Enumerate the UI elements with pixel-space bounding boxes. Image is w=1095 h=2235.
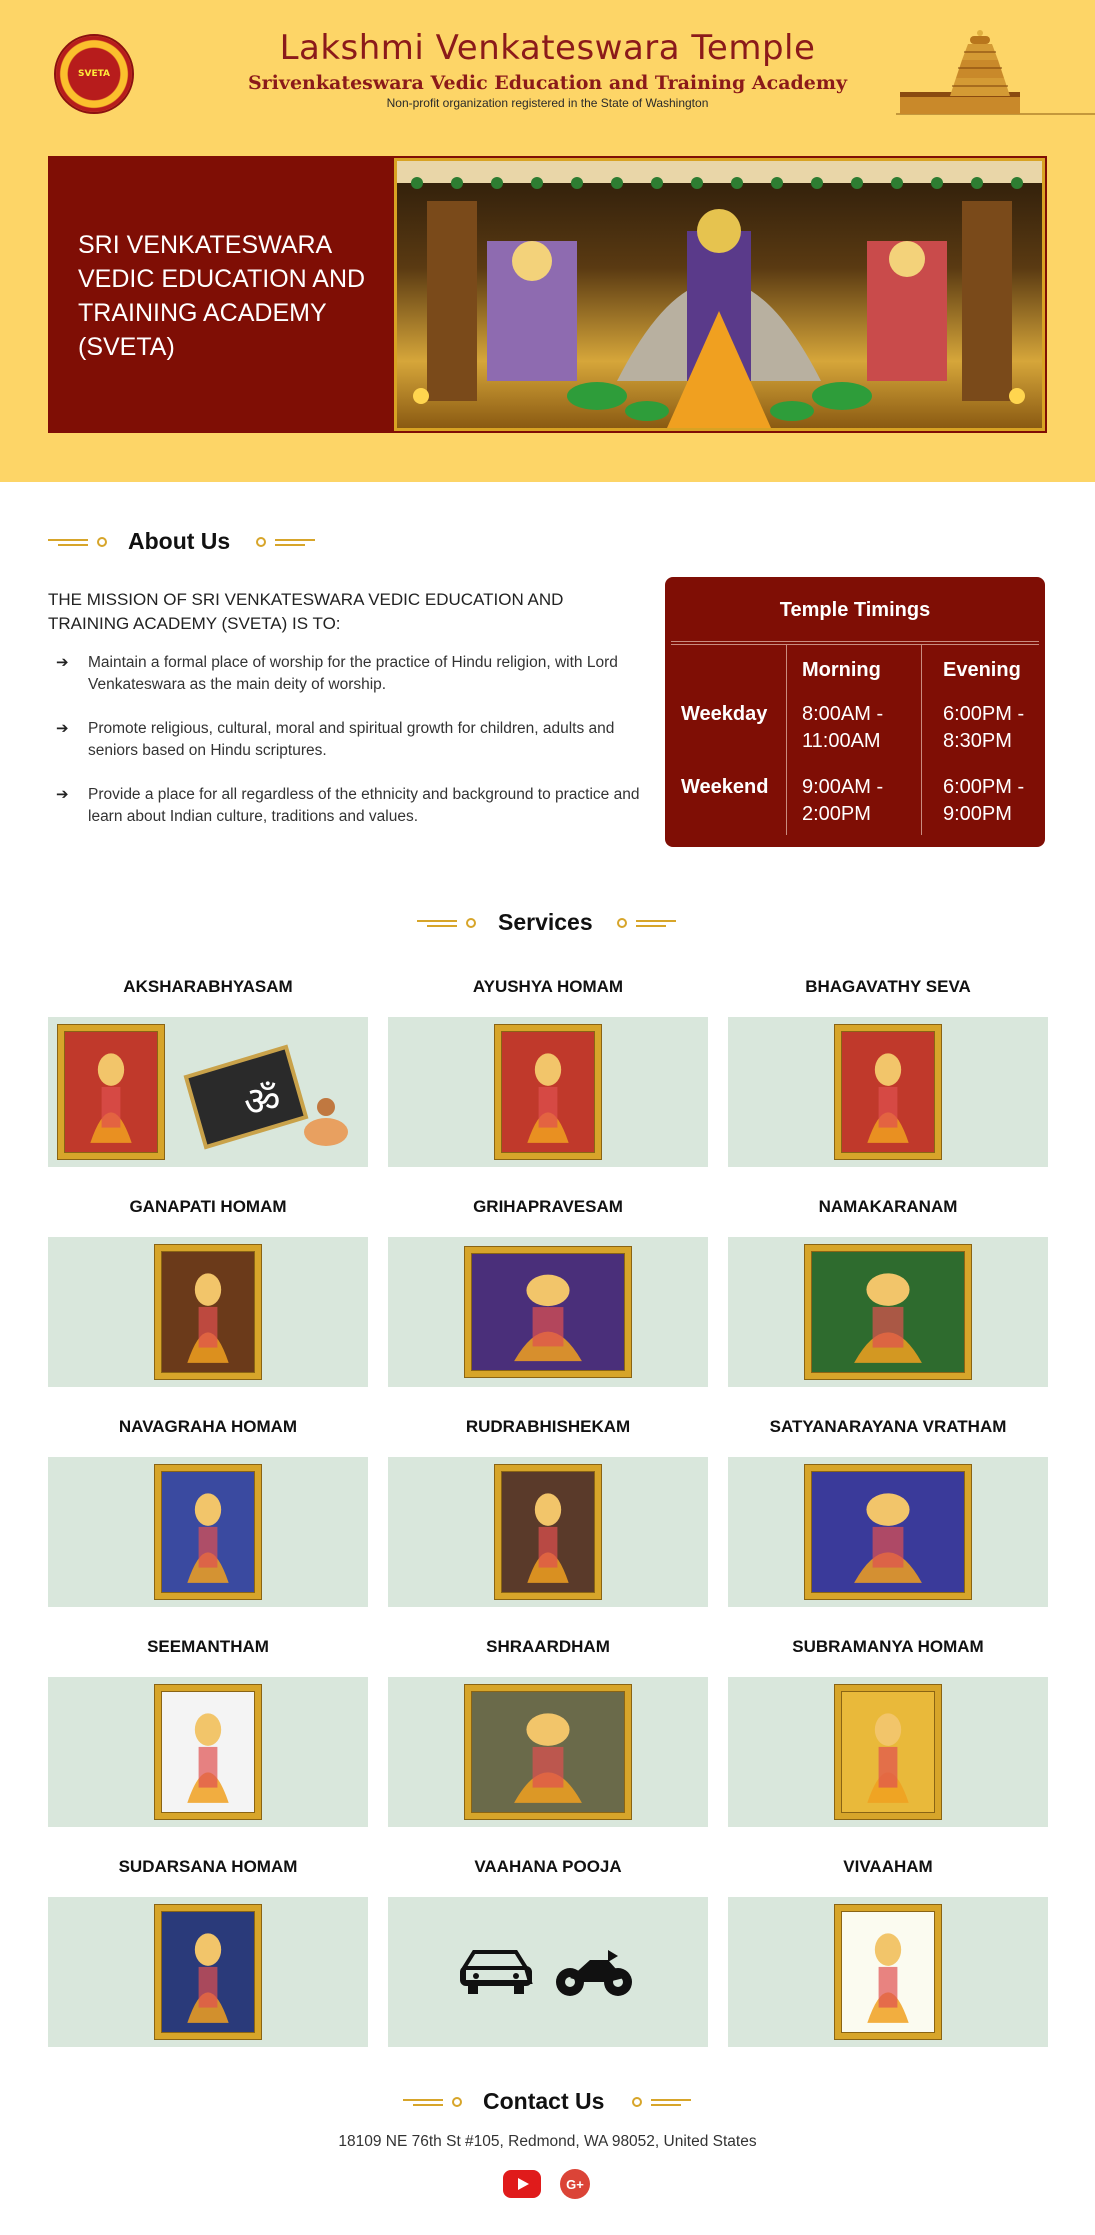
weekend-morning: 9:00AM - 2:00PM (802, 776, 884, 825)
title-ornament-right (253, 535, 315, 549)
service-name-bhagavathy-seva[interactable]: BHAGAVATHY SEVA (805, 977, 971, 996)
deity-figure (161, 1251, 255, 1373)
contact-title: Contact Us (483, 2088, 605, 2114)
deity-framed-image (835, 1905, 941, 2039)
service-name-ganapati-homam[interactable]: GANAPATI HOMAM (129, 1197, 287, 1216)
temple-gopuram-icon (896, 30, 1095, 118)
service-name-shraardham[interactable]: SHRAARDHAM (486, 1637, 610, 1656)
deity-framed-image (495, 1465, 601, 1599)
list-item (48, 784, 648, 828)
site-header (0, 0, 1095, 482)
arrow-right-icon: ➔ (56, 720, 69, 737)
service-card-vivaaham[interactable] (728, 1897, 1048, 2047)
deity-figure (841, 1691, 935, 1813)
car-and-motorcycle-icon (458, 1942, 638, 2002)
deity-framed-image (805, 1465, 971, 1599)
site-subtitle: Srivenkateswara Vedic Education and Training Academy (247, 72, 848, 94)
service-card-vaahana-pooja[interactable] (388, 1897, 708, 2047)
timings-divider (671, 641, 1039, 645)
deity-figure (161, 1471, 255, 1593)
deity-framed-image (835, 1025, 941, 1159)
google-plus-label: G+ (566, 2177, 584, 2192)
mission-list (48, 652, 648, 850)
service-card-rudrabhishekam[interactable] (388, 1457, 708, 1607)
service-card-ayushya-homam[interactable] (388, 1017, 708, 1167)
deity-figure (161, 1911, 255, 2033)
service-card-subramanya-homam[interactable] (728, 1677, 1048, 1827)
youtube-icon[interactable] (503, 2169, 541, 2199)
title-ornament-right (614, 916, 676, 930)
altar-illustration (397, 161, 1042, 428)
google-plus-icon[interactable] (560, 2169, 590, 2199)
row-weekday-label: Weekday (681, 703, 768, 725)
service-name-sudarsana-homam[interactable]: SUDARSANA HOMAM (118, 1857, 298, 1876)
mission-item-text: Promote religious, cultural, moral and spiritual growth for children, adults and seniors based on Hindu scriptures. (88, 720, 615, 759)
logo-text: SVETA (77, 69, 111, 79)
service-name-subramanya-homam[interactable]: SUBRAMANYA HOMAM (792, 1637, 984, 1656)
deity-figure (501, 1031, 595, 1153)
deity-figure (471, 1691, 625, 1813)
title-ornament-left (403, 2095, 465, 2109)
deity-framed-image (155, 1905, 261, 2039)
service-card-sudarsana-homam[interactable] (48, 1897, 368, 2047)
about-mission-lead: THE MISSION OF SRI VENKATESWARA VEDIC EDUCATION AND TRAINING ACADEMY (SVETA) IS TO: (48, 590, 564, 633)
service-name-satyanarayana-vratham[interactable]: SATYANARAYANA VRATHAM (769, 1417, 1007, 1436)
title-ornament-right (629, 2095, 691, 2109)
service-name-aksharabhyasam[interactable]: AKSHARABHYASAM (123, 977, 293, 996)
contact-address: 18109 NE 76th St #105, Redmond, WA 98052, United States (338, 2133, 757, 2150)
list-item (48, 652, 648, 696)
temple-timings-card (665, 577, 1045, 847)
deity-figure (501, 1471, 595, 1593)
deity-framed-image (495, 1025, 601, 1159)
service-name-rudrabhishekam[interactable]: RUDRABHISHEKAM (465, 1417, 631, 1436)
service-name-grihapravesam[interactable]: GRIHAPRAVESAM (473, 1197, 623, 1216)
deity-figure (841, 1911, 935, 2033)
arrow-right-icon: ➔ (56, 654, 69, 671)
deity-framed-image (835, 1685, 941, 1819)
col-morning-header: Morning (802, 659, 881, 681)
weekend-evening: 6:00PM - 9:00PM (943, 776, 1025, 825)
om-slate-image (176, 1037, 356, 1157)
service-card-aksharabhyasam[interactable] (48, 1017, 368, 1167)
deity-framed-image (58, 1025, 164, 1159)
title-ornament-left (417, 916, 479, 930)
deity-altar-image (394, 158, 1045, 431)
arrow-right-icon: ➔ (56, 786, 69, 803)
service-card-navagraha-homam[interactable] (48, 1457, 368, 1607)
mission-item-text: Provide a place for all regardless of the ethnicity and background to practice and learn about Indian culture, traditions and values. (88, 786, 640, 825)
deity-framed-image (465, 1247, 631, 1377)
svg-text:ॐ: ॐ (244, 1079, 281, 1125)
deity-framed-image (805, 1245, 971, 1379)
service-name-navagraha-homam[interactable]: NAVAGRAHA HOMAM (118, 1417, 298, 1436)
deity-figure (161, 1691, 255, 1813)
mission-item-text: Maintain a formal place of worship for the practice of Hindu religion, with Lord Venkateswara as the main deity of worship. (88, 654, 618, 693)
title-ornament-left (48, 535, 110, 549)
service-card-bhagavathy-seva[interactable] (728, 1017, 1048, 1167)
hero-heading: SRI VENKATESWARA VEDIC EDUCATION AND TRAINING ACADEMY (SVETA) (78, 231, 366, 361)
weekday-morning: 8:00AM - 11:00AM (802, 703, 884, 752)
list-item (48, 718, 648, 762)
site-title: Lakshmi Venkateswara Temple (279, 28, 816, 68)
deity-figure (471, 1253, 625, 1371)
service-card-satyanarayana-vratham[interactable] (728, 1457, 1048, 1607)
service-card-grihapravesam[interactable] (388, 1237, 708, 1387)
service-name-seemantham[interactable]: SEEMANTHAM (147, 1637, 269, 1656)
service-name-vivaaham[interactable]: VIVAAHAM (843, 1857, 933, 1876)
timings-col-divider (921, 645, 922, 835)
about-title: About Us (128, 528, 231, 554)
services-title: Services (498, 909, 593, 935)
deity-framed-image (465, 1685, 631, 1819)
weekday-evening: 6:00PM - 8:30PM (943, 703, 1025, 752)
col-evening-header: Evening (943, 659, 1021, 681)
deity-framed-image (155, 1245, 261, 1379)
deity-framed-image (155, 1465, 261, 1599)
service-name-vaahana-pooja[interactable]: VAAHANA POOJA (474, 1857, 622, 1876)
timings-title: Temple Timings (779, 599, 931, 621)
hero-banner (48, 156, 1047, 433)
service-name-ayushya-homam[interactable]: AYUSHYA HOMAM (472, 977, 624, 996)
row-weekend-label: Weekend (681, 776, 769, 798)
service-name-namakaranam[interactable]: NAMAKARANAM (818, 1197, 958, 1216)
deity-figure (64, 1031, 158, 1153)
deity-framed-image (155, 1685, 261, 1819)
service-card-shraardham[interactable] (388, 1677, 708, 1827)
deity-figure (811, 1471, 965, 1593)
timings-col-divider (786, 645, 787, 835)
service-card-namakaranam[interactable] (728, 1237, 1048, 1387)
site-tagline: Non-profit organization registered in the State of Washington (386, 96, 709, 110)
deity-figure (841, 1031, 935, 1153)
service-card-seemantham[interactable] (48, 1677, 368, 1827)
service-card-ganapati-homam[interactable] (48, 1237, 368, 1387)
deity-figure (811, 1251, 965, 1373)
